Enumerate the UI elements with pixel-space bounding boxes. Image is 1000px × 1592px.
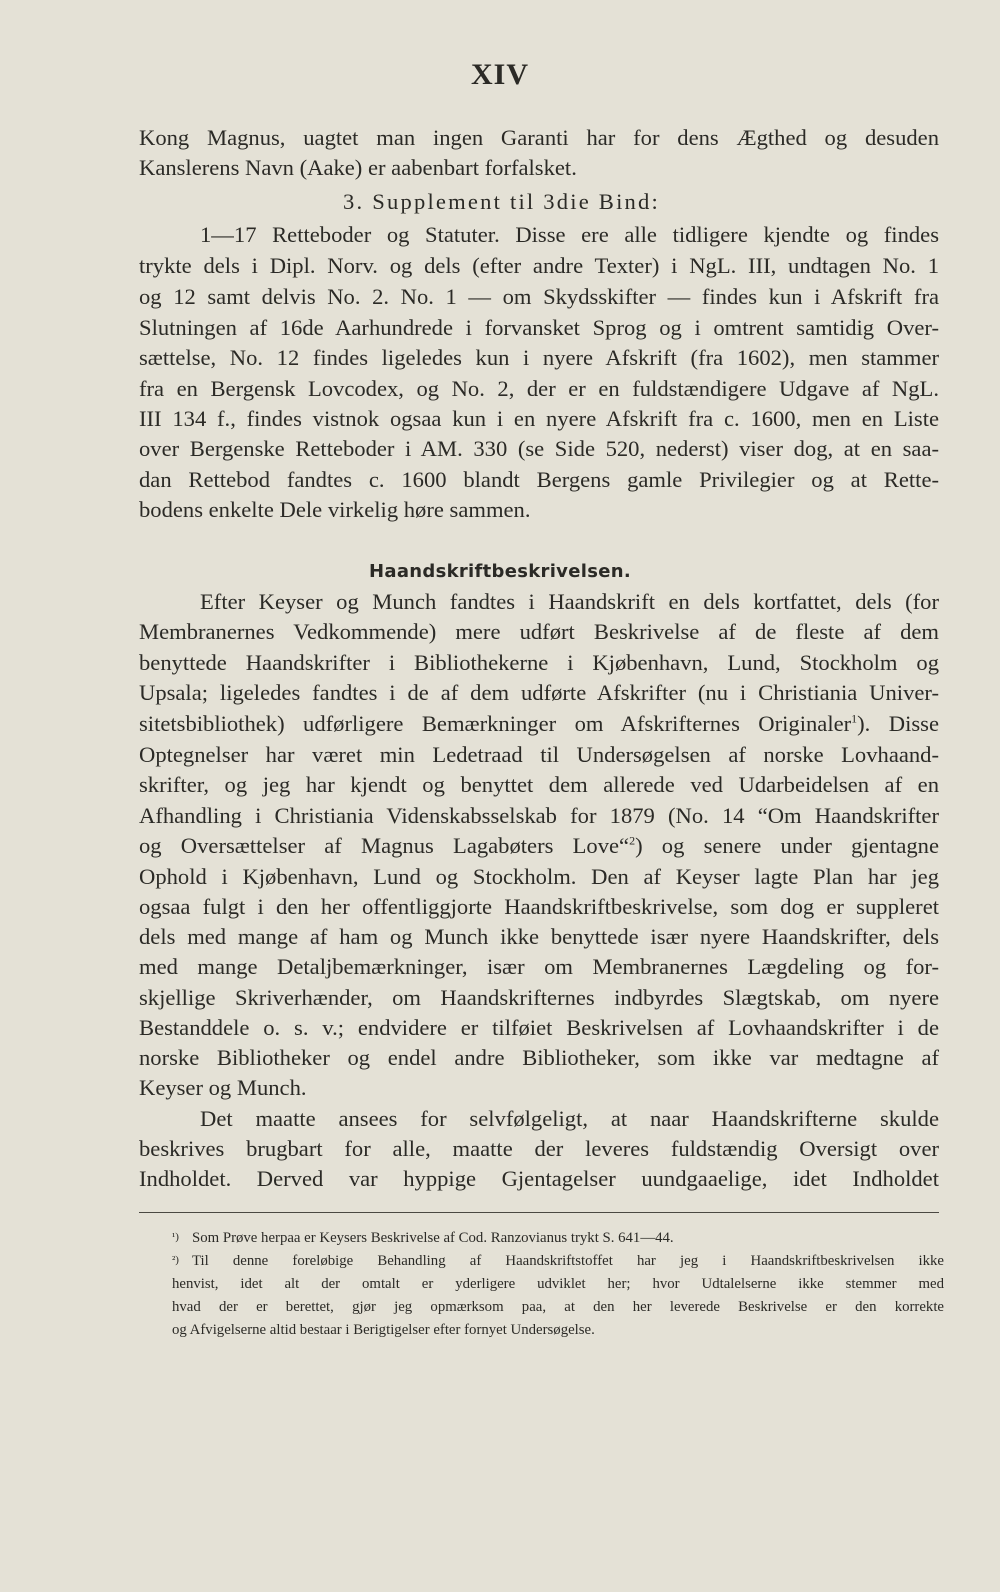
text-line: Keyser og Munch. [139, 1075, 307, 1100]
text-line: Indholdet. Derved var hyppige Gjentagelser uundgaaelige, idet Indholdet [139, 1166, 939, 1191]
text-line: fra en Bergensk Lovcodex, og No. 2, der er en fuldstændigere Udgave af NgL. [139, 376, 939, 401]
text-line: beskrives brugbart for alle, maatte der leveres fuldstændig Oversigt over [139, 1136, 939, 1161]
footnote-ref: 1 [851, 711, 858, 726]
section-heading: Haandskriftbeskrivelsen. [369, 561, 631, 582]
text-line: Kanslerens Navn (Aake) er aabenbart forfalsket. [139, 155, 577, 180]
text-line: 1—17 Retteboder og Statuter. Disse ere alle tidligere kjendte og findes [200, 222, 939, 247]
text-line: skrifter, og jeg har kjendt og benyttet dem allerede ved Udarbeidelsen af en [139, 772, 939, 797]
text-line: dan Rettebod fandtes c. 1600 blandt Bergens gamle Privilegier og at Rette- [139, 467, 939, 492]
text-line: Det maatte ansees for selvfølgeligt, at naar Haandskrifterne skulde [200, 1106, 939, 1131]
text-line: III 134 f., findes vistnok ogsaa kun i en nyere Afskrift fra c. 1600, men en Liste [139, 406, 939, 431]
footnote-line: og Afvigelserne altid bestaar i Berigtigelser efter fornyet Undersøgelse. [172, 1322, 595, 1338]
text-line: sitetsbibliothek) udførligere Bemærkninger om Afskrifternes Originaler$^1$). Disse [139, 711, 939, 736]
footnote-line: henvist, idet alt der omtalt er yderligere udviklet her; hvor Udtalelserne ikke stemmer med [172, 1276, 944, 1292]
text-line: Ophold i Kjøbenhavn, Lund og Stockholm. Den af Keyser lagte Plan har jeg [139, 864, 939, 889]
text-line: Membranernes Vedkommende) mere udført Beskrivelse af de fleste af dem [139, 619, 939, 644]
text-line: og Oversættelser af Magnus Lagabøters Love“$^2$) og senere under gjentagne [139, 833, 939, 858]
text-line: dels med mange af ham og Munch ikke benyttede især nyere Haandskrifter, dels [139, 924, 939, 949]
footnote-mark: ²) [172, 1254, 179, 1266]
footnote-mark: ¹) [172, 1231, 179, 1243]
footnote-line: hvad der er berettet, gjør jeg opmærksom paa, at den her leverede Beskrivelse er den korrekte [172, 1299, 944, 1315]
footnote-divider [139, 1212, 939, 1213]
text-line: norske Bibliotheker og endel andre Bibliotheker, som ikke var medtagne af [139, 1045, 939, 1070]
text-line: benyttede Haandskrifter i Bibliothekerne i Kjøbenhavn, Lund, Stockholm og [139, 650, 939, 675]
text-line: trykte dels i Dipl. Norv. og dels (efter andre Texter) i NgL. III, undtagen No. 1 [139, 253, 939, 278]
section-title: 3. Supplement til 3die Bind: [343, 189, 661, 214]
text-line: bodens enkelte Dele virkelig høre sammen. [139, 497, 531, 522]
footnote-line: Som Prøve herpaa er Keysers Beskrivelse af Cod. Ranzovianus trykt S. 641—44. [192, 1230, 674, 1246]
text-line: Optegnelser har været min Ledetraad til Undersøgelsen af norske Lovhaand- [139, 742, 939, 767]
footnote-line: Til denne foreløbige Behandling af Haandskriftstoffet har jeg i Haandskriftbeskrivelsen ikke [192, 1253, 944, 1269]
text-line: Upsala; ligeledes fandtes i de af dem udførte Afskrifter (nu i Christiania Univer- [139, 680, 939, 705]
page-number: XIV [470, 58, 529, 91]
text-line: over Bergenske Retteboder i AM. 330 (se Side 520, nederst) viser dog, at en saa- [139, 436, 939, 461]
text-line: Kong Magnus, uagtet man ingen Garanti har for dens Ægthed og desuden [139, 125, 939, 150]
footnote-ref: 2 [629, 833, 636, 848]
text-line: skjellige Skriverhænder, om Haandskrifternes indbyrdes Slægtskab, om nyere [139, 985, 939, 1010]
text-line: Efter Keyser og Munch fandtes i Haandskrift en dels kortfattet, dels (for [200, 589, 939, 614]
text-line: og 12 samt delvis No. 2. No. 1 — om Skydsskifter — findes kun i Afskrift fra [139, 284, 939, 309]
text-line: ogsaa fulgt i den her offentliggjorte Haandskriftbeskrivelse, som dog er suppleret [139, 894, 939, 919]
text-line: Bestanddele o. s. v.; endvidere er tilføiet Beskrivelsen af Lovhaandskrifter i de [139, 1015, 939, 1040]
text-line: Slutningen af 16de Aarhundrede i forvansket Sprog og i omtrent samtidig Over- [139, 315, 939, 340]
text-line: Afhandling i Christiania Videnskabsselskab for 1879 (No. 14 “Om Haandskrifter [139, 803, 939, 828]
text-line: sættelse, No. 12 findes ligeledes kun i nyere Afskrift (fra 1602), men stammer [139, 345, 939, 370]
text-line: med mange Detaljbemærkninger, især om Membranernes Lægdeling og for- [139, 954, 939, 979]
